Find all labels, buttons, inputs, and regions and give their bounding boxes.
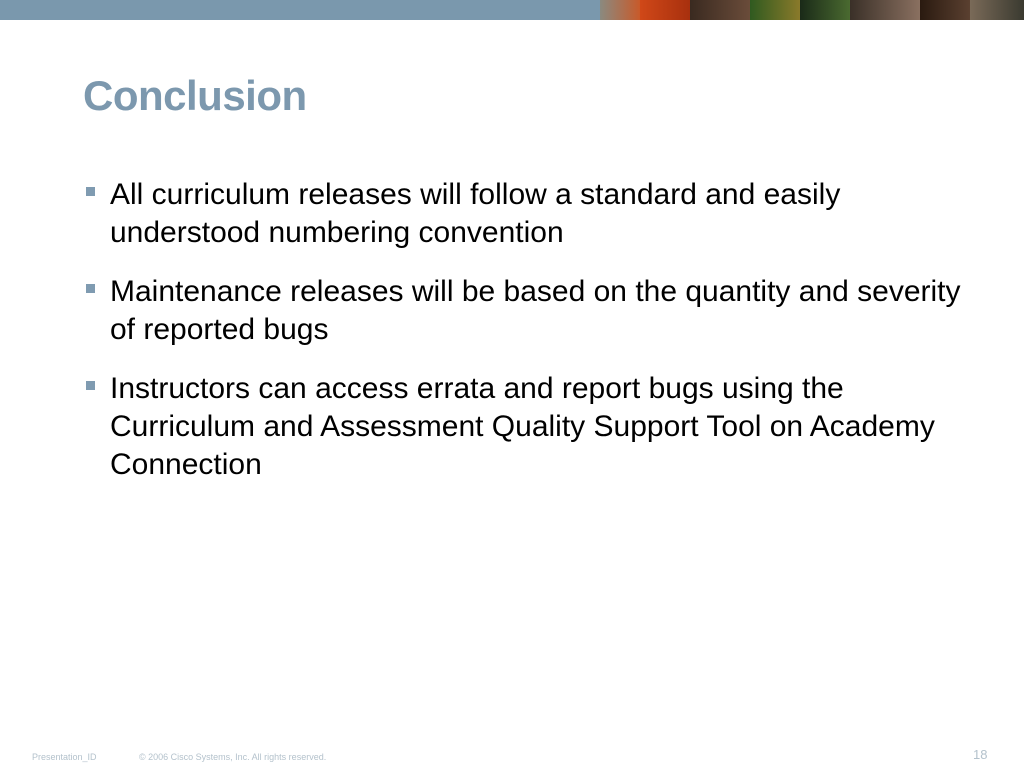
bullet-item [84,370,974,484]
top-banner [0,0,1024,20]
bullet-text: All curriculum releases will follow a standard and easily understood numbering convention [110,178,841,249]
bullet-item [84,273,974,349]
slide-title: Conclusion [83,72,307,119]
square-bullet-icon [86,284,95,293]
bullet-item [84,176,974,252]
square-bullet-icon [86,381,95,390]
bullet-text: Instructors can access errata and report bugs using the Curriculum and Assessment Quality Support Tool on Academy Connection [110,372,935,481]
bullet-list [84,176,974,505]
bullet-text: Maintenance releases will be based on the quantity and severity of reported bugs [110,275,961,346]
page-number: 18 [973,747,988,762]
footer-presentation-id: Presentation_ID [32,752,97,762]
banner-photo-strip [600,0,1024,20]
footer-copyright: © 2006 Cisco Systems, Inc. All rights reserved. [139,752,327,762]
square-bullet-icon [86,187,95,196]
